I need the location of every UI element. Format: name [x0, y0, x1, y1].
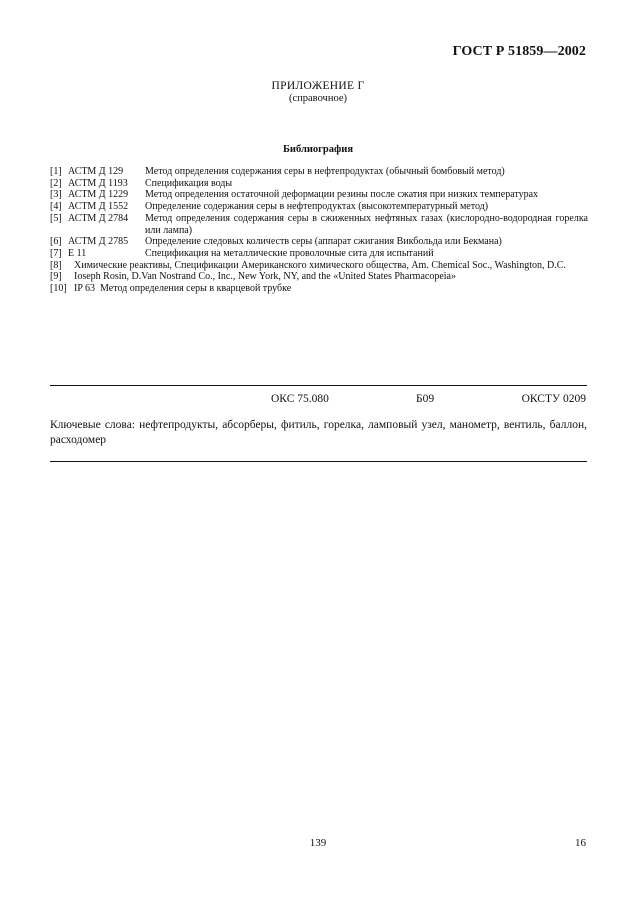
bibliography-entry	[50, 271, 588, 283]
entry-code: АСТМ Д 2785	[68, 236, 129, 248]
appendix-subtitle: (справочное)	[289, 93, 347, 104]
bibliography-entry	[50, 283, 588, 295]
entry-text: Метод определения остаточной деформации резины после сжатия при низких температурах	[145, 189, 539, 201]
bibliography-entry	[50, 201, 588, 213]
keywords-label: Ключевые слова:	[50, 419, 140, 431]
entry-number: [8]	[50, 259, 62, 271]
section-divider	[50, 385, 587, 386]
okstu-code: ОКСТУ 0209	[521, 393, 586, 405]
bibliography-entry	[50, 166, 588, 178]
entry-text: Метод определения содержания серы в нефтепродуктах (обычный бомбовый метод)	[145, 166, 505, 177]
entry-text: Химические реактивы, Спецификации Американского химического общества, Am. Chemical Soc., Washington, D.C.	[74, 259, 566, 271]
entry-code: АСТМ Д 1193	[68, 177, 128, 189]
standard-number: ГОСТ Р 51859—2002	[452, 44, 586, 59]
bibliography-entry	[50, 213, 588, 236]
entry-number: [2]	[50, 177, 62, 189]
page-number-right: 16	[575, 837, 586, 849]
bibliography-title: Библиография	[282, 144, 354, 155]
bibliography-entry	[50, 260, 588, 272]
entry-number: [1]	[50, 166, 62, 177]
entry-number: [7]	[50, 247, 62, 259]
entry-text: Ioseph Rosin, D.Van Nostrand Co., Inc., New York, NY, and the «United States Pharmacopeia»	[74, 271, 456, 283]
appendix-title: ПРИЛОЖЕНИЕ Г	[271, 80, 365, 92]
entry-code: АСТМ Д 2784	[68, 212, 129, 224]
entry-text: Определение содержания серы в нефтепродуктах (высокотемпературный метод)	[145, 201, 489, 213]
entry-text: Спецификация воды	[145, 177, 233, 189]
entry-number: [9]	[50, 271, 62, 283]
entry-text: Метод определения серы в кварцевой трубке	[100, 283, 292, 295]
bibliography-entry	[50, 236, 588, 248]
bibliography-entry	[50, 178, 588, 190]
entry-code: Е 11	[68, 247, 87, 259]
bibliography-entry	[50, 248, 588, 260]
bibliography-entry	[50, 189, 588, 201]
group-code: Б09	[416, 393, 435, 405]
keywords-text: нефтепродукты, абсорберы, фитиль, горелка, ламповый узел, манометр, вентиль, баллон, расходомер	[50, 419, 587, 446]
entry-text: Метод определения содержания серы в сжиженных нефтяных газах (кислородно-водородная горелка или лампа)	[145, 212, 588, 236]
entry-number: [4]	[50, 201, 62, 213]
entry-number: [6]	[50, 236, 62, 248]
entry-number: [10]	[50, 283, 67, 295]
entry-code: АСТМ Д 1552	[68, 201, 129, 213]
entry-code: АСТМ Д 1229	[68, 189, 129, 201]
entry-code: IP 63	[74, 283, 96, 295]
entry-code: АСТМ Д 129	[68, 166, 124, 177]
page-number-center: 139	[309, 837, 327, 849]
bibliography-list	[50, 166, 588, 295]
oks-code: ОКС 75.080	[271, 393, 329, 405]
entry-text: Спецификация на металлические проволочные сита для испытаний	[145, 247, 434, 259]
section-divider	[50, 461, 587, 462]
entry-number: [5]	[50, 212, 62, 224]
keywords-block	[50, 418, 587, 448]
entry-number: [3]	[50, 189, 62, 201]
entry-text: Определение следовых количеств серы (аппарат сжигания Викбольда или Бекмана)	[145, 236, 502, 248]
